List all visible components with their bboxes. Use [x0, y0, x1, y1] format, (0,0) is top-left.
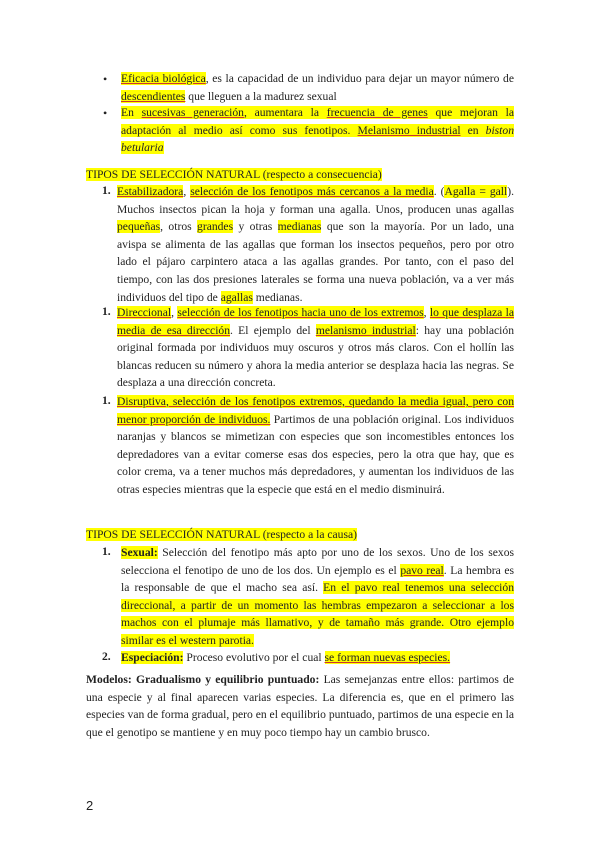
text-run: selección de los fenotipos más cercanos a la media [190, 185, 434, 198]
text-run: agallas [220, 290, 253, 304]
list-number: 2. [102, 650, 111, 663]
text-run: Especiación: [121, 651, 184, 664]
text-run: Direccional [117, 306, 172, 319]
text-run: Modelos: Gradualismo y equilibrio puntuado: [86, 673, 320, 686]
text-run: frecuencia de genes [326, 106, 428, 119]
text-run: Estabilizadora [117, 185, 184, 198]
section-heading: TIPOS DE SELECCIÓN NATURAL (respecto a la causa) [86, 528, 357, 541]
text-run: melanismo industrial [315, 323, 416, 337]
text-run: Sexual: [121, 546, 158, 559]
text-run: Partimos de una población original. Los individuos naranjas y blancos se mimetizan con especies que son incomestibles entonces los depredadores van a evitar comerse esas dos especies, pero la otra que hay, que es color crema, va a tener muchos más depredadores, y aumentan los individuos de las otras especies mientras que la especie que está en el medio disminuirá. [117, 412, 514, 496]
text-run: Las semejanzas entre ellos: partimos de una especie y al final aparecen varias especies. La diferencia es, que en el primero las especies van de forma gradual, pero en el equilibrio puntuado, partimos de una especie en la que el genotipo se mantiene y en muy poco tiempo hay un cambio brusco. [86, 673, 514, 739]
text-run: , [171, 306, 178, 319]
text-run: y otras [233, 220, 278, 234]
text-run: ). Muchos insectos pican la hoja y forman una agalla. Unos, producen unas agallas [117, 185, 515, 216]
text-run: sucesivas generación [141, 106, 244, 119]
text-run: : hay una población original formada por individuos muy oscuros y otros más claros. Con el hollín las blancas reducen su número y ahora la media anterior se desplaza hacia las negras. Se desplaza a una dirección concreta. [117, 323, 514, 390]
text-run: medianas [277, 220, 322, 234]
page-number: 2 [86, 798, 94, 813]
text-run: Eficacia biológica [121, 72, 206, 85]
text-run: pequeñas [117, 220, 161, 234]
text-run: lo que desplaza la media de esa dirección [117, 306, 514, 337]
text-run: Agalla = gall [444, 185, 508, 198]
text-run: selección de los fenotipos hacia uno de los extremos [177, 306, 424, 319]
bullet-marker: • [103, 72, 108, 86]
text-run: , otros [160, 220, 198, 234]
list-number: 1. [102, 305, 111, 318]
list-number: 1. [102, 394, 111, 407]
text-run: . El ejemplo del [230, 323, 316, 337]
text-run: , [423, 306, 430, 319]
text-run: , es la capacidad de un individuo para dejar un mayor número de [205, 72, 515, 85]
list-number: 1. [102, 184, 111, 197]
text-run: . La hembra es la responsable de que el macho sea así. [121, 563, 514, 595]
section-heading: TIPOS DE SELECCIÓN NATURAL (respecto a consecuencia) [86, 168, 382, 181]
text-run: que lleguen a la madurez sexual [185, 89, 337, 103]
text-run: En [121, 106, 142, 119]
text-run: Selección del fenotipo más apto por uno de los sexos. Uno de los sexos selecciona el fenotipo de uno de los dos. Un ejemplo es el [121, 546, 514, 577]
text-run: , [183, 185, 191, 198]
text-run: en [460, 123, 486, 137]
text-run: Disruptiva [117, 395, 166, 408]
text-run: grandes [197, 220, 234, 234]
text-run: En el pavo real tenemos una selección direccional, a partir de un momento las hembras empezaron a seleccionar a los machos con el plumaje más llamativo, y de tamaño más grande. Otro ejemplo similar es el western parotia. [121, 581, 514, 647]
list-item-speciation [121, 649, 514, 667]
text-run: , selección de los fenotipos extremos, quedando la media igual, pero con menor proporción de individuos. [117, 395, 514, 426]
text-run: descendientes [121, 89, 186, 103]
list-item-stabilizing [117, 183, 514, 306]
list-item-directional [117, 304, 514, 392]
bullet-marker: • [103, 106, 108, 120]
text-run: se forman nuevas especies. [324, 651, 451, 664]
text-run: Melanismo industrial [357, 123, 461, 137]
text-run: , aumentara la [243, 106, 327, 119]
list-number: 1. [102, 545, 111, 558]
text-run: pavo real [400, 563, 444, 577]
text-run: biston betularia [121, 123, 514, 155]
list-item-disruptive [117, 393, 514, 499]
bullet-item [121, 70, 514, 105]
text-run: medianas. [252, 290, 303, 304]
list-item-sexual [121, 544, 514, 650]
text-run: . ( [433, 185, 445, 198]
text-run: Proceso evolutivo por el cual [183, 651, 325, 664]
text-run: que son la mayoría. Por un lado, una avispa se alimenta de las agallas que forman los insectos pequeños, pero por otro lado el pájaro carpintero ataca a las agallas grandes. Por tanto, con el paso del tiempo, con las dos presiones laterales se forma una nueva población, va a ver más individuos del tipo de [117, 220, 514, 304]
models-paragraph [86, 671, 514, 741]
text-run: que mejoran la adaptación al medio así como sus fenotipos. [121, 106, 515, 137]
bullet-item [121, 104, 514, 157]
